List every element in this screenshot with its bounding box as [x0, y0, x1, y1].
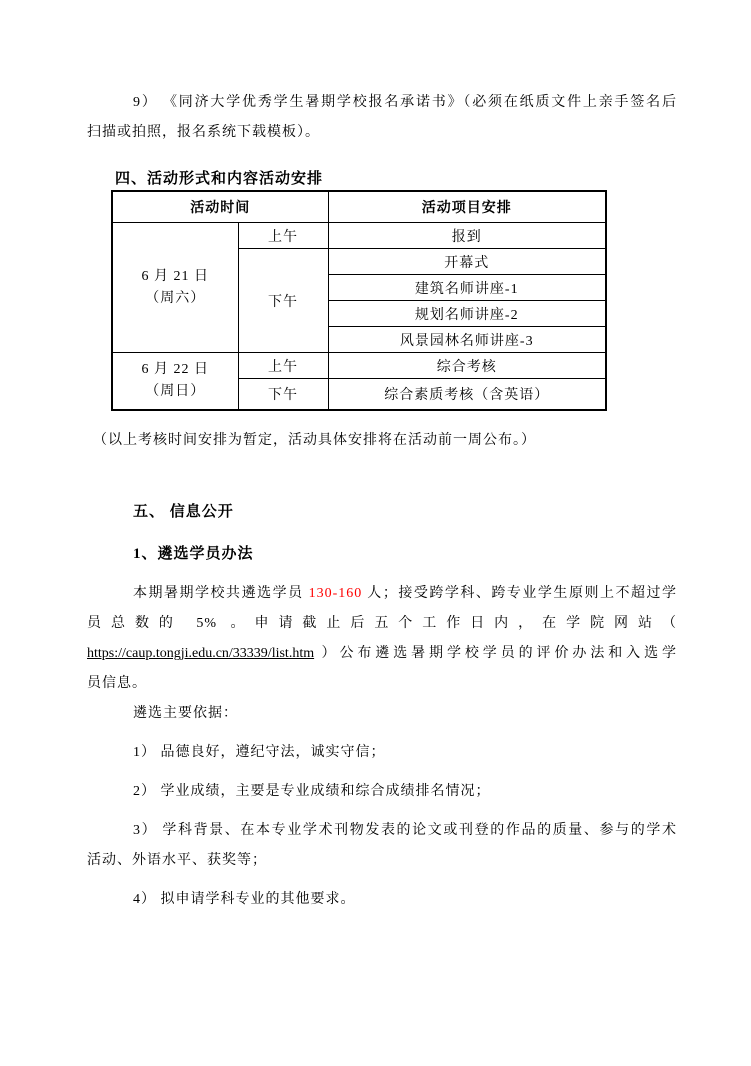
criteria-list [87, 738, 677, 915]
header-cell-time: 活动时间 [112, 191, 328, 223]
date-line: （周日） [145, 384, 206, 399]
selection-paragraph [87, 579, 677, 699]
paragraph-item-9 [87, 88, 677, 148]
paragraph-line [87, 639, 677, 669]
date-line: （周六） [145, 290, 206, 306]
table-row [112, 223, 606, 249]
cell-day1-pm-activity-2: 建筑名师讲座-1 [328, 275, 606, 301]
subsection-1-heading: 1、遴选学员办法 [133, 546, 254, 562]
list-item [87, 885, 677, 915]
text-segment: ）公布遴选暑期学校学员的评价办法和入选学 [314, 646, 677, 661]
cell-day1-am-activity: 报到 [328, 223, 606, 249]
cell-day2-pm-activity: 综合素质考核（含英语） [328, 379, 606, 411]
criteria-intro: 遴选主要依据： [133, 706, 238, 721]
cell-day1-pm-activity-3: 规划名师讲座-2 [328, 301, 606, 327]
text-segment: 本期暑期学校共遴选学员 [133, 586, 309, 601]
cell-date-day1 [112, 223, 238, 353]
header-cell-activity: 活动项目安排 [328, 191, 606, 223]
table-header-row [112, 191, 606, 223]
list-item [87, 816, 677, 876]
date-line: 6 月 22 日 [141, 362, 209, 377]
section-5-heading: 五、 信息公开 [133, 504, 234, 520]
list-item-line: 2） 学业成绩，主要是专业成绩和综合成绩排名情况； [133, 784, 491, 799]
paragraph-line: 员信息。 [87, 676, 147, 691]
paragraph-line [87, 579, 677, 609]
paragraph-line: 扫描或拍照，报名系统下载模板）。 [87, 125, 320, 140]
section-4-heading: 四、活动形式和内容活动安排 [115, 171, 324, 187]
cell-date-day2 [112, 353, 238, 411]
cell-day2-pm: 下午 [238, 379, 328, 411]
cell-day2-am-activity: 综合考核 [328, 353, 606, 379]
table-row [112, 353, 606, 379]
list-item [87, 738, 677, 768]
cell-day1-pm-activity-1: 开幕式 [328, 249, 606, 275]
cell-day2-am: 上午 [238, 353, 328, 379]
paragraph-line: 9） 《同济大学优秀学生暑期学校报名承诺书》（必须在纸质文件上亲手签名后 [133, 95, 677, 110]
cell-day1-pm-activity-4: 风景园林名师讲座-3 [328, 327, 606, 353]
list-item-line: 3） 学科背景、在本专业学术刊物发表的论文或刊登的作品的质量、参与的学术 [133, 823, 677, 838]
enrollment-count: 130-160 [308, 586, 363, 601]
schedule-table [111, 190, 607, 411]
list-item-line: 1） 品德良好，遵纪守法，诚实守信； [133, 745, 386, 760]
list-item-line: 活动、外语水平、获奖等； [87, 853, 267, 868]
text-segment: 人；接受跨学科、跨专业学生原则上不超过学 [362, 586, 677, 601]
list-item [87, 777, 677, 807]
cell-day1-am: 上午 [238, 223, 328, 249]
schedule-note: （以上考核时间安排为暂定，活动具体安排将在活动前一周公布。） [93, 433, 536, 448]
cell-day1-pm: 下午 [238, 249, 328, 353]
caup-website-link[interactable]: https://caup.tongji.edu.cn/33339/list.htm [87, 646, 315, 661]
date-line: 6 月 21 日 [141, 268, 209, 284]
paragraph-line: 员总数的 5% 。申请截止后五个工作日内，在学院网站（ [87, 616, 677, 631]
list-item-line: 4） 拟申请学科专业的其他要求。 [133, 892, 356, 907]
